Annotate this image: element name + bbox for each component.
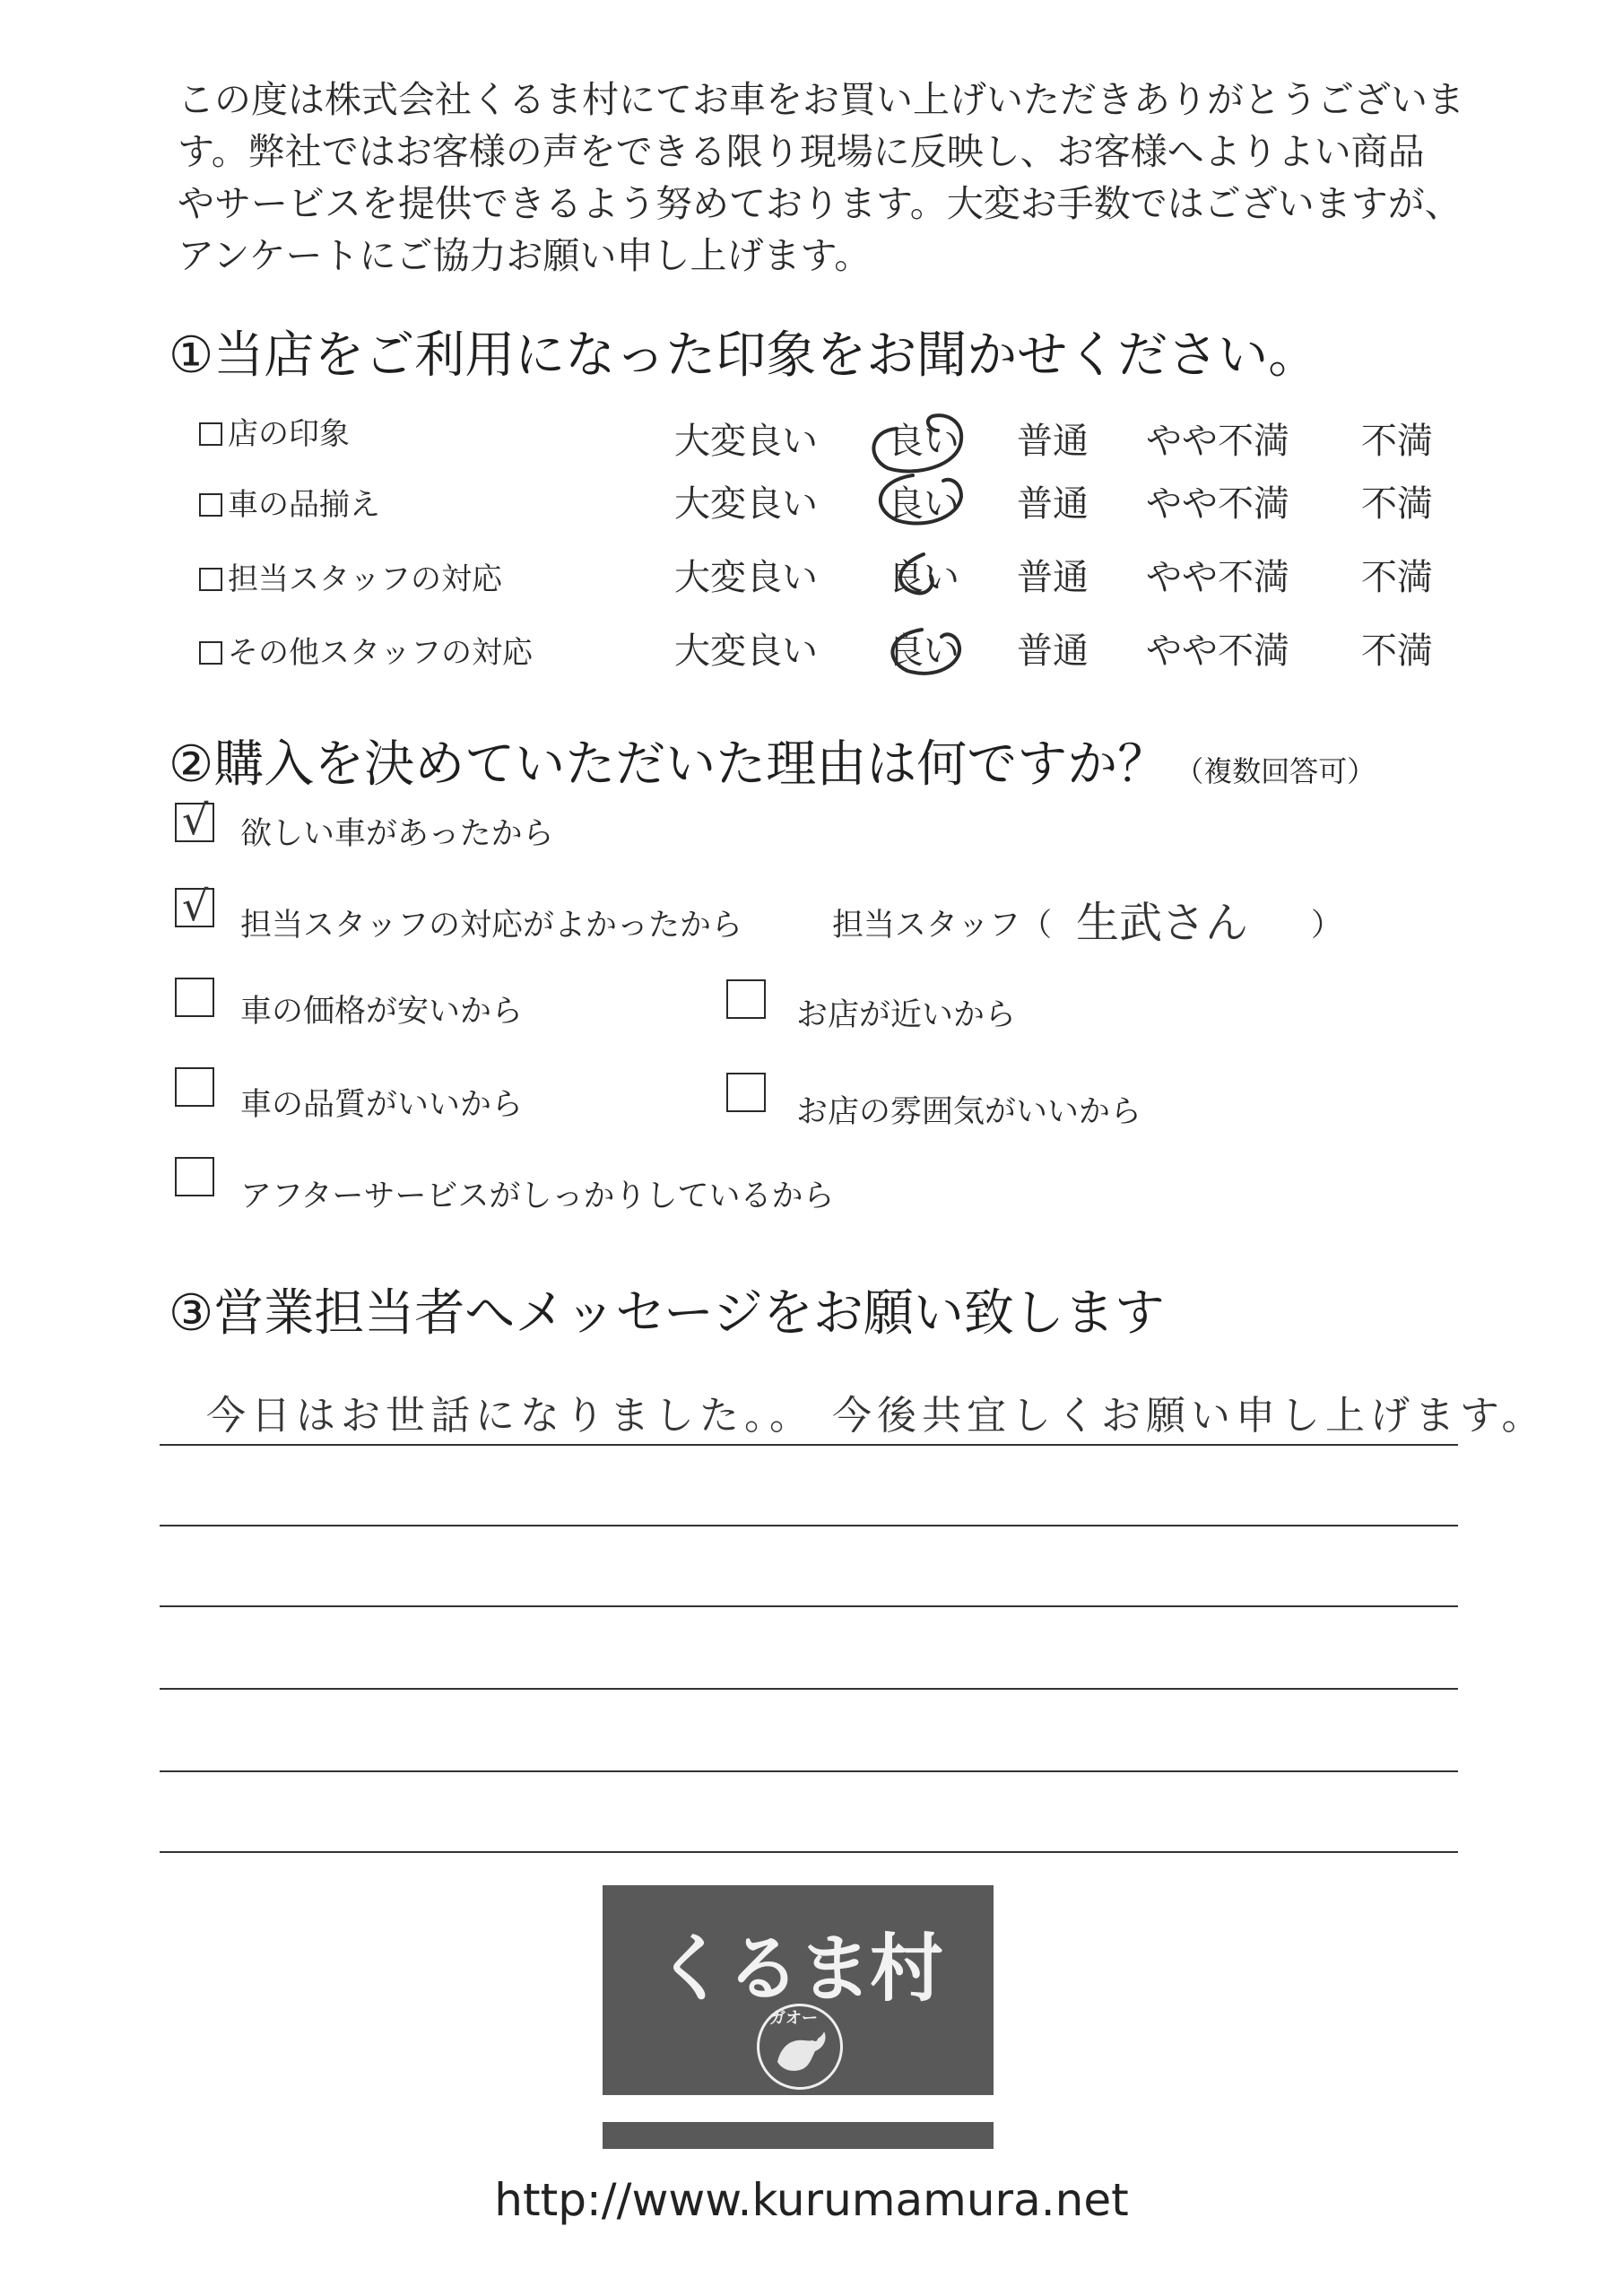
- option-very-good[interactable]: 大変良い: [674, 483, 818, 525]
- section2-heading: ②購入を決めていただいた理由は何ですか？ （複数回答可）: [169, 735, 1376, 794]
- selection-circle-marks: [861, 395, 977, 700]
- intro-line: やサービスを提供できるよう努めております。大変お手数ではございますが、: [178, 182, 1462, 225]
- checkbox-icon: [199, 422, 222, 446]
- option-dissatisfied[interactable]: 不満: [1361, 421, 1433, 462]
- message-line: [160, 1770, 1458, 1772]
- reason-label: 担当スタッフの対応がよかったから: [240, 908, 743, 944]
- multiple-answers-note: （複数回答可）: [1175, 754, 1376, 788]
- option-very-good[interactable]: 大変良い: [674, 557, 818, 598]
- impression-row-label: その他スタッフの対応: [199, 628, 533, 672]
- logo-text: くるま村: [654, 1926, 942, 2012]
- option-good[interactable]: 良い: [888, 483, 959, 525]
- staff-name-handwritten: 生武さん: [1076, 898, 1249, 948]
- message-line: [160, 1688, 1458, 1690]
- reason-label: アフターサービスがしっかりしているから: [240, 1178, 835, 1214]
- selection-circle: [881, 475, 961, 524]
- message-line: [160, 1605, 1458, 1607]
- option-normal[interactable]: 普通: [1017, 557, 1089, 598]
- message-handwritten: 今日はお世話になりました。。 今後共宜しくお願い申し上げます。: [206, 1393, 1547, 1439]
- option-somewhat-dissatisfied[interactable]: やや不満: [1146, 631, 1289, 672]
- intro-line: す。弊社ではお客様の声をできる限り現場に反映し、お客様へよりよい商品: [178, 130, 1425, 173]
- option-dissatisfied[interactable]: 不満: [1361, 631, 1433, 672]
- option-dissatisfied[interactable]: 不満: [1361, 557, 1433, 598]
- reason-checkbox[interactable]: [175, 978, 214, 1017]
- intro-line: アンケートにご協力お願い申し上げます。: [178, 234, 872, 277]
- option-dissatisfied[interactable]: 不満: [1361, 483, 1433, 525]
- staff-label: 担当スタッフ（: [832, 908, 1053, 944]
- option-normal[interactable]: 普通: [1017, 421, 1089, 462]
- checkbox-icon: [199, 568, 222, 591]
- checkbox-icon: [199, 493, 222, 517]
- selection-circle: [873, 415, 961, 471]
- selection-circle: [892, 630, 959, 674]
- check-mark-icon: √: [182, 882, 209, 930]
- footer-url[interactable]: http://www.kurumamura.net: [494, 2174, 1129, 2226]
- option-somewhat-dissatisfied[interactable]: やや不満: [1146, 557, 1289, 598]
- intro-line: この度は株式会社くるま村にてお車をお買い上げいただきありがとうございま: [178, 78, 1464, 121]
- reason-checkbox[interactable]: [175, 1157, 214, 1196]
- option-somewhat-dissatisfied[interactable]: やや不満: [1146, 483, 1289, 525]
- kurumamura-logo: [603, 1885, 994, 2149]
- section1-heading: ①当店をご利用になった印象をお聞かせください。: [169, 326, 1319, 385]
- selection-circle: [900, 554, 933, 593]
- impression-row-label: 店の印象: [199, 409, 350, 453]
- intro-paragraph: [178, 74, 1469, 282]
- checkbox-icon: [199, 641, 222, 665]
- reason-label: 車の価格が安いから: [240, 994, 524, 1030]
- option-very-good[interactable]: 大変良い: [674, 421, 818, 462]
- mascot-text: ガオー: [769, 2009, 818, 2028]
- impression-row-label: 車の品揃え: [199, 480, 380, 524]
- option-normal[interactable]: 普通: [1017, 483, 1089, 525]
- message-line: [160, 1444, 1458, 1446]
- option-somewhat-dissatisfied[interactable]: やや不満: [1146, 421, 1289, 462]
- option-good[interactable]: 良い: [888, 421, 959, 462]
- check-mark-icon: √: [182, 796, 209, 844]
- reason-checkbox[interactable]: [726, 979, 766, 1019]
- option-normal[interactable]: 普通: [1017, 631, 1089, 672]
- reason-checkbox[interactable]: [175, 1067, 214, 1107]
- staff-label-close: ）: [1311, 908, 1343, 944]
- reason-checkbox[interactable]: [726, 1073, 766, 1112]
- option-good[interactable]: 良い: [888, 631, 959, 672]
- logo-stripe: [603, 2095, 994, 2122]
- reason-label: お店が近いから: [796, 997, 1017, 1033]
- section3-heading: ③営業担当者へメッセージをお願い致します: [169, 1284, 1165, 1343]
- impression-row-label: 担当スタッフの対応: [199, 554, 502, 598]
- reason-label: お店の雰囲気がいいから: [796, 1094, 1142, 1130]
- message-line: [160, 1851, 1458, 1853]
- option-very-good[interactable]: 大変良い: [674, 631, 818, 672]
- option-good[interactable]: 良い: [888, 557, 959, 598]
- message-line: [160, 1525, 1458, 1526]
- reason-label: 欲しい車があったから: [240, 816, 554, 852]
- reason-label: 車の品質がいいから: [240, 1087, 524, 1123]
